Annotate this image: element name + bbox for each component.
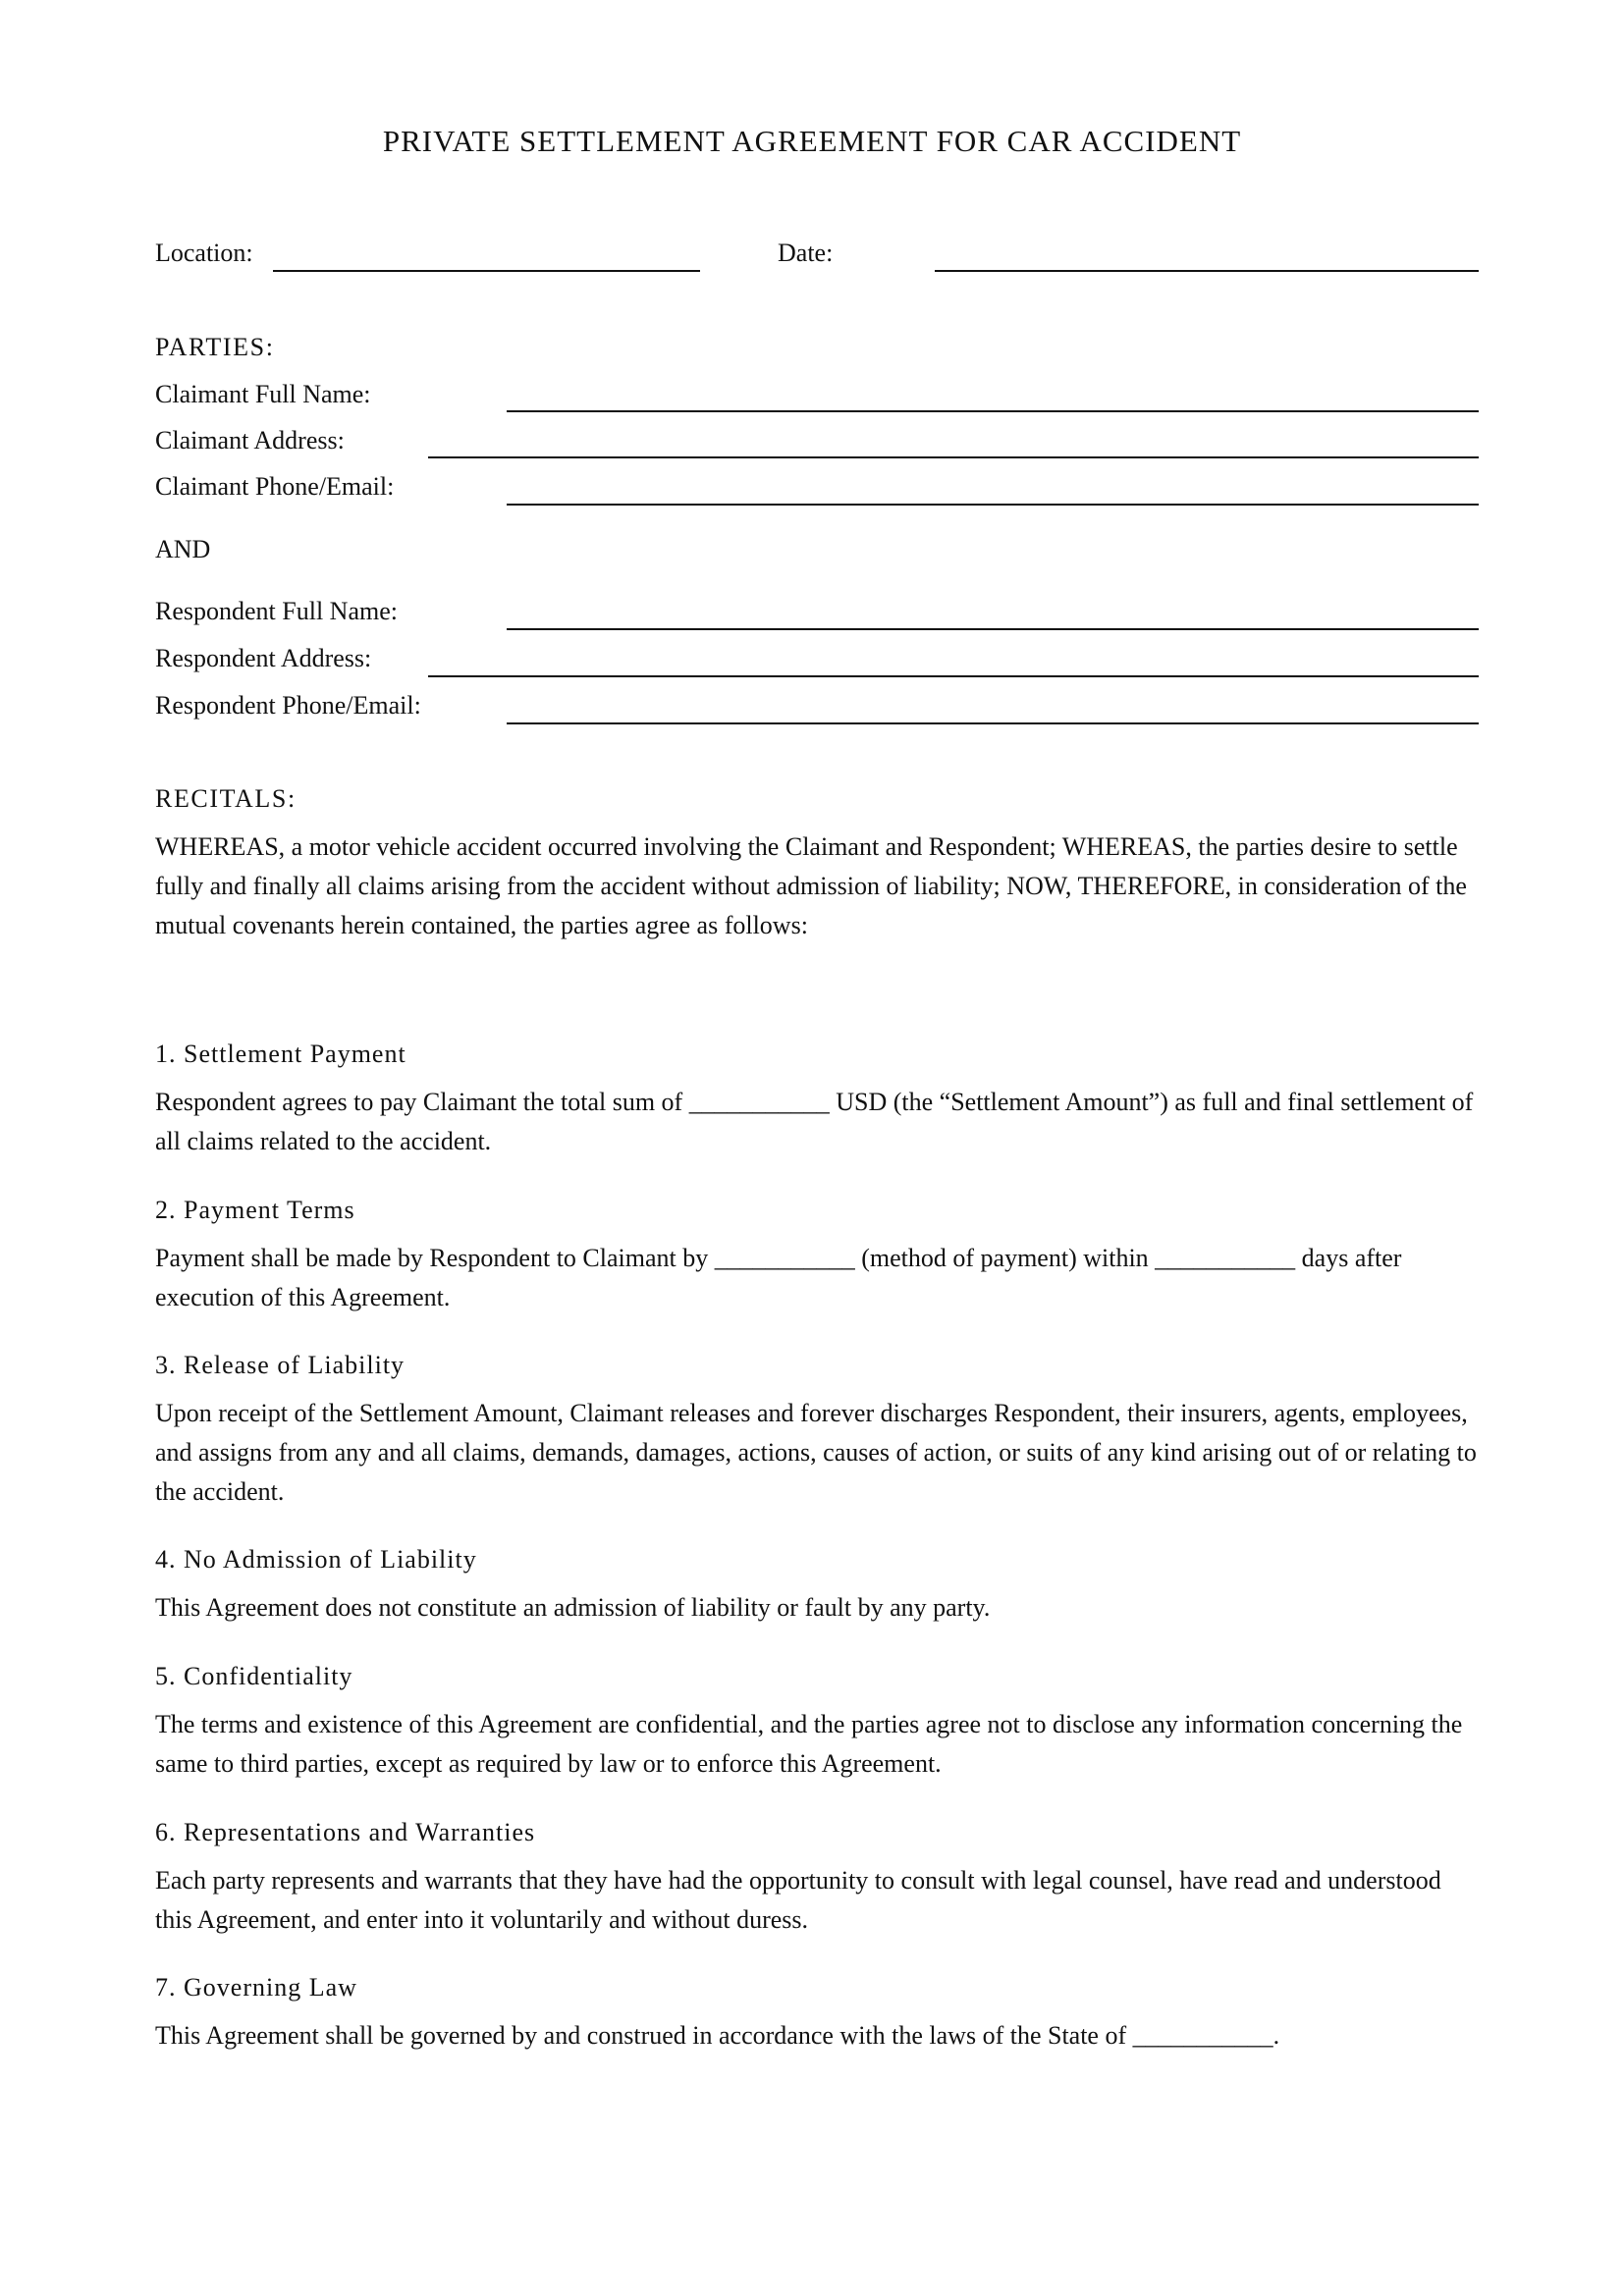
and-separator: AND: [155, 535, 211, 563]
respondent-contact-label: Respondent Phone/Email:: [155, 691, 421, 720]
respondent-name-label: Respondent Full Name:: [155, 597, 398, 625]
clause-text: Respondent agrees to pay Claimant the total sum of ___________ USD (the “Settlement Amount”) as full and final settlement of all claims related to the accident.: [155, 1088, 1474, 1155]
claimant-contact-label: Claimant Phone/Email:: [155, 472, 395, 501]
clause-heading: 7. Governing Law: [155, 1973, 357, 2002]
date-field-line[interactable]: [935, 270, 1479, 272]
claimant-address-label: Claimant Address:: [155, 426, 345, 454]
claimant-name-field-line[interactable]: [507, 410, 1479, 412]
claimant-contact-field-line[interactable]: [507, 504, 1479, 506]
location-label: Location:: [155, 239, 253, 267]
document-title: PRIVATE SETTLEMENT AGREEMENT FOR CAR ACCIDENT: [382, 124, 1242, 158]
respondent-name-field-line[interactable]: [507, 628, 1479, 630]
clause-text: Each party represents and warrants that they have had the opportunity to consult with legal counsel, have read and understood this Agreement, and enter into it voluntarily and without duress.: [155, 1866, 1441, 1934]
clause-text: Upon receipt of the Settlement Amount, Claimant releases and forever discharges Respondent, their insurers, agents, employees, and assigns from any and all claims, demands, damages, actions, causes of action, or suits of any kind arising out of or relating to the accident.: [155, 1399, 1477, 1506]
clause-text: This Agreement shall be governed by and construed in accordance with the laws of the State of ___________.: [155, 2021, 1280, 2050]
clause-text: The terms and existence of this Agreement are confidential, and the parties agree not to disclose any information concerning the same to third parties, except as required by law or to enforce this Agreement.: [155, 1710, 1463, 1778]
clause-text: This Agreement does not constitute an admission of liability or fault by any party.: [155, 1593, 991, 1622]
clause-heading: 3. Release of Liability: [155, 1351, 406, 1379]
clause-heading: 6. Representations and Warranties: [155, 1818, 536, 1846]
claimant-name-label: Claimant Full Name:: [155, 380, 371, 408]
recitals-heading: RECITALS:: [155, 784, 297, 813]
clause-heading: 1. Settlement Payment: [155, 1040, 406, 1068]
claimant-address-field-line[interactable]: [428, 456, 1479, 458]
date-label: Date:: [778, 239, 834, 267]
clause-heading: 2. Payment Terms: [155, 1196, 355, 1224]
clause-text: Payment shall be made by Respondent to Claimant by ___________ (method of payment) within ___________ days after execution of this Agreement.: [155, 1244, 1402, 1311]
location-field-line[interactable]: [273, 270, 700, 272]
clause-heading: 4. No Admission of Liability: [155, 1545, 477, 1574]
clause-heading: 5. Confidentiality: [155, 1662, 353, 1690]
recitals-text: WHEREAS, a motor vehicle accident occurred involving the Claimant and Respondent; WHEREAS, the parties desire to settle fully and finally all claims arising from the accident without admission of liability; NOW, THEREFORE, in consideration of the mutual covenants herein contained, the parties agree as follows:: [155, 832, 1467, 939]
parties-heading: PARTIES:: [155, 333, 275, 361]
respondent-address-field-line[interactable]: [428, 675, 1479, 677]
respondent-contact-field-line[interactable]: [507, 722, 1479, 724]
respondent-address-label: Respondent Address:: [155, 644, 372, 672]
